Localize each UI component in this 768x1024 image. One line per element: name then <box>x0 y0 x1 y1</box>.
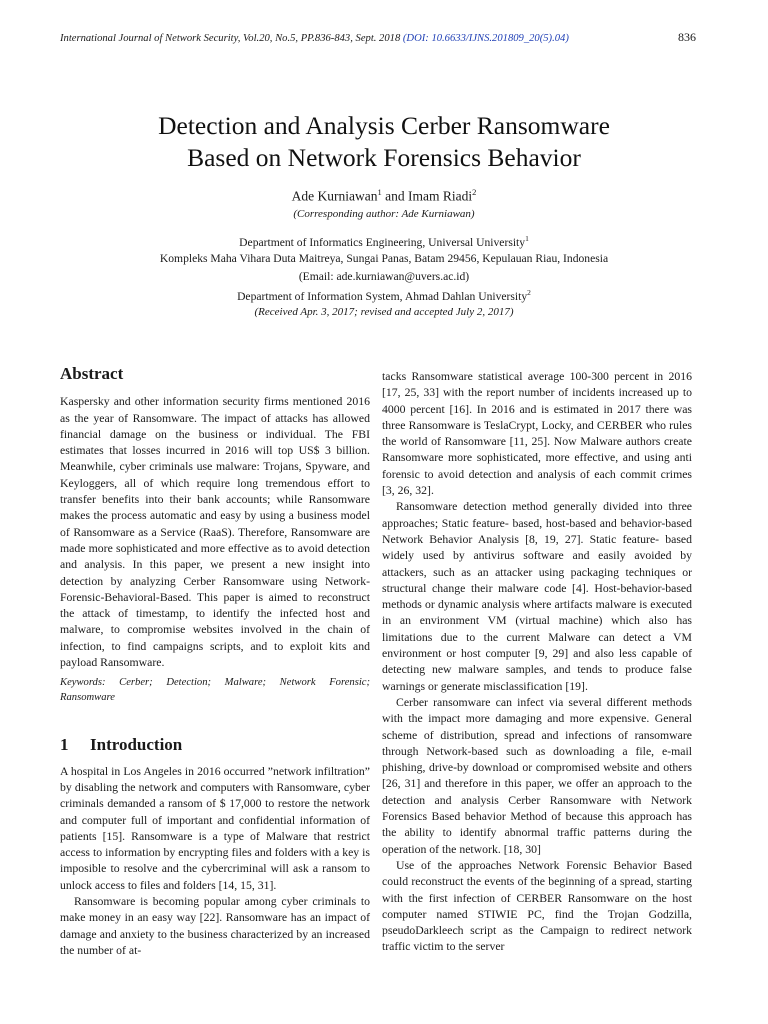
abstract-heading: Abstract <box>60 364 124 383</box>
author-1: Ade Kurniawan <box>291 188 378 204</box>
author-2-affil-mark: 2 <box>472 187 477 197</box>
paper-title <box>40 110 728 174</box>
affiliation-2-mark: 2 <box>527 288 531 297</box>
corresponding-author: (Corresponding author: Ade Kurniawan) <box>293 208 475 220</box>
affiliation-1 <box>0 234 768 249</box>
author-1-affil-mark: 1 <box>377 187 382 197</box>
right-column <box>382 369 692 956</box>
received-dates: (Received Apr. 3, 2017; revised and accepted July 2, 2017) <box>254 306 514 318</box>
title-line-2: Based on Network Forensics Behavior <box>187 143 581 172</box>
section-number: 1 <box>60 735 69 755</box>
affiliation-1-address: Kompleks Maha Vihara Duta Maitreya, Sungai Panas, Batam 29456, Kepulauan Riau, Indonesia <box>159 252 609 265</box>
left-column <box>60 366 370 959</box>
author-2: Imam Riadi <box>407 188 473 204</box>
journal-citation <box>60 33 569 44</box>
author-email: (Email: ade.kurniawan@uvers.ac.id) <box>298 270 470 283</box>
section-title: Introduction <box>90 735 183 755</box>
body-paragraph-continued: tacks Ransomware statistical average 100-300 percent in 2016 [17, 25, 33] with the report number of incidents increased up to 4000 percent [16]. In 2016 and is estimated in 2017 there was three Ransomware is TeslaCrypt, Locky, and CERBER who rules the world of Ransomware [11, 25]. Now Malware authors create Ransomware more sophisticated, more effective, and using anti forensic to avoid detection and analysis of each commit crimes [3, 26, 32]. <box>382 370 692 498</box>
author-line <box>0 187 768 205</box>
intro-paragraph-2: Ransomware is becoming popular among cyber criminals to make money in an easy way [22]. Ransomware has an impact of damage and anxiety to the business characterized by an increased the number of at- <box>60 895 370 957</box>
intro-paragraph-1: A hospital in Los Angeles in 2016 occurred ”network infiltration” by disabling the network and computers with Ransomware, cyber criminals demanded a ransom of $ 17,000 to restore the network and computer full of important and confidential information of patients [15]. Ransomware is a type of Malware that restrict access to information by encrypting files and folders with a key is imposible to resolve and the cybercriminal will ask a ransom to unlock access to files and folders [14, 15, 31]. <box>60 764 370 892</box>
page-number: 836 <box>678 30 696 44</box>
section-heading-introduction <box>60 737 370 753</box>
keywords: Keywords: Cerber; Detection; Malware; Network Forensic; Ransomware <box>60 677 370 704</box>
body-paragraph-cerber-infection: Cerber ransomware can infect via several different methods with the impact more damaging and more expensive. General scheme of distribution, spread and infections of ransomware through Network-based such as downloading a file, e-mail phishing, drive-by download or compromised website and others [26, 31] and therefore in this paper, we offer an approach to the detection and analysis Cerber Ransomware with Network Forensics Based behavior Method of because this approach has the ability to identify abnormal traffic patterns during the operation of the network. [18, 30] <box>382 695 692 856</box>
body-paragraph-detection-methods: Ransomware detection method generally divided into three approaches; Static feature- based, host-based and behavior-based Network Behavior Analysis [8, 19, 27]. Static feature- based widely used by antivirus software and easily avoided by attackers, such as an attacker using packaging techniques or structural change their malware code [4]. Host-behavior-based methods or dynamic analysis where artifacts malware is executed in an environment VM (virtual machine) which also has limitations due to the current Malware can detect a VM environment or host computer [9, 29] and also less capable of detecting new malware samples, and tends to produce false warnings or generate misclassification [19]. <box>382 500 692 693</box>
title-line-1: Detection and Analysis Cerber Ransomware <box>158 111 610 140</box>
running-header <box>60 30 696 45</box>
abstract-text: Kaspersky and other information security firms mentioned 2016 as the year of Ransomware. The impact of attacks has allowed financial damage on the business or individual. The FBI estimates that losses incurred in 2016 will top US$ 3 billion. Meanwhile, cyber criminals use malware: Trojans, Spyware, and Keyloggers, all of which require long tremendous effort to transfer benefits into their bank accounts; while Ransomware makes the process automatic and easy by using a business model of Ransomware as a Service (RaaS). Therefore, Ransomware are made more sophisticated and more effective as to avoid detection and analysis. In this paper, we present a new insight into detection by analyzing Cerber Ransomware using Network-Forensic-Behavioral-Based. This paper is aimed to reconstruct the attack of timestamp, to identify the infected host and malware, to compromise websites involved in the chain of infection, to find campaigns scripts, and to exploit kits and payload Ransomware. <box>60 395 370 670</box>
doi-link[interactable]: (DOI: 10.6633/IJNS.201809_20(5).04) <box>402 33 569 44</box>
affiliation-2-dept: Department of Information System, Ahmad Dahlan University <box>237 289 528 303</box>
author-conjunction: and <box>381 188 408 204</box>
body-paragraph-approach: Use of the approaches Network Forensic Behavior Based could reconstruct the events of the beginning of a spread, starting with the first infection of CERBER Ransomware on the host computer named STIWIE PC, find the Trojan Godzilla, pseudoDarkleech script as the Campaign to redirect network traffic victim to the server <box>382 858 692 954</box>
affiliation-2 <box>0 288 768 303</box>
affiliation-1-mark: 1 <box>525 234 529 243</box>
citation-text: International Journal of Network Security, Vol.20, No.5, PP.836-843, Sept. 2018 <box>60 33 401 44</box>
affiliation-1-dept: Department of Informatics Engineering, Universal University <box>239 235 526 249</box>
